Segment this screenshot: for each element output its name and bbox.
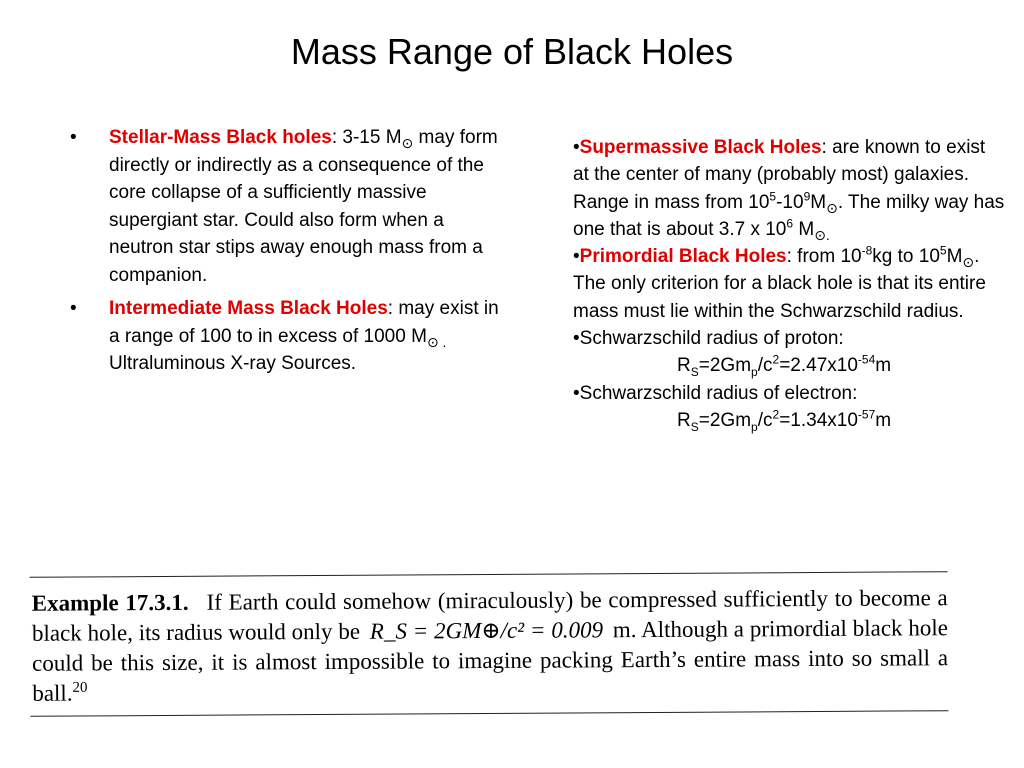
- example-formula: R_S = 2GM⊕/c² = 0.009: [369, 617, 604, 644]
- intermediate-mass-text-1: : may exist in a range of 100 to in excess of 1000 M: [109, 298, 499, 347]
- stellar-mass-text-2: may form directly or indirectly as a consequence of the core collapse of a sufficiently massive supergiant star. Could also form when a neutron star stips away enough mass from a companion.: [109, 127, 498, 286]
- stellar-mass-item: [60, 124, 505, 289]
- example-box: [30, 567, 949, 723]
- bullet-icon: •: [70, 298, 77, 319]
- solar-mass-icon: ⊙ .: [426, 333, 447, 350]
- supermassive-text-1: : are known to exist at the center of many (probably most) galaxies. Range in mass from 10: [573, 137, 986, 213]
- bullet-icon: •: [573, 137, 580, 158]
- subscript: S: [690, 365, 699, 380]
- footnote-marker: 20: [72, 679, 88, 696]
- exponent: 6: [786, 216, 794, 231]
- subscript: p: [751, 365, 758, 380]
- supermassive-text-5: M: [793, 218, 815, 240]
- bullet-icon: •: [573, 246, 580, 268]
- primordial-paragraph: [573, 243, 1005, 325]
- proton-equation: [573, 352, 1005, 379]
- exponent: 9: [803, 189, 811, 204]
- subscript: p: [751, 419, 758, 434]
- equation-part: /c: [757, 355, 773, 377]
- stellar-mass-heading: Stellar-Mass Black holes: [109, 127, 332, 148]
- top-rule: [30, 571, 948, 578]
- intermediate-mass-text-2: Ultraluminous X-ray Sources.: [109, 353, 357, 374]
- exponent: 2: [772, 353, 780, 368]
- primordial-heading: Primordial Black Holes: [579, 246, 787, 268]
- radius-symbol: R: [677, 355, 691, 377]
- solar-mass-icon: ⊙.: [814, 226, 830, 243]
- solar-mass-icon: ⊙: [401, 134, 414, 151]
- supermassive-paragraph: [573, 134, 1005, 243]
- exponent: 2: [772, 407, 780, 422]
- radius-symbol: R: [677, 409, 691, 431]
- primordial-text-1: : from 10: [786, 246, 862, 268]
- subscript: S: [690, 419, 699, 434]
- primordial-text-3: M: [946, 246, 963, 268]
- equation-part: =2Gm: [698, 355, 752, 377]
- proton-label: •Schwarzschild radius of proton:: [573, 328, 844, 350]
- exponent: -54: [857, 353, 876, 368]
- intermediate-mass-item: [60, 295, 505, 378]
- exponent: -57: [857, 407, 876, 422]
- exponent: -8: [861, 243, 873, 258]
- stellar-mass-text-1: : 3-15 M: [331, 127, 402, 148]
- bottom-rule: [30, 710, 948, 717]
- example-text-2: m. Although a primordial black hole could be this size, it is almost impossible to imagine packing Earth’s entire mass into so small a ball.: [32, 615, 949, 706]
- bullet-icon: •: [70, 127, 77, 148]
- left-column: [60, 124, 505, 384]
- supermassive-text-3: M: [810, 191, 827, 213]
- solar-mass-icon: ⊙: [962, 253, 975, 270]
- equation-part: =2Gm: [698, 409, 752, 431]
- right-column: [573, 134, 1005, 434]
- example-text: [32, 583, 949, 709]
- slide-title: Mass Range of Black Holes: [290, 31, 734, 72]
- example-text-1: If Earth could somehow (miraculously) be compressed sufficiently to become a black hole, its radius would only be: [31, 585, 948, 646]
- electron-label: •Schwarzschild radius of electron:: [573, 382, 858, 404]
- exponent: 5: [939, 243, 947, 258]
- supermassive-text-4: . The milky way has one that is about 3.7 x 10: [573, 191, 1005, 240]
- unit: m: [875, 409, 892, 431]
- electron-equation: [573, 407, 1005, 434]
- supermassive-text-2: -10: [776, 191, 804, 213]
- equation-part: /c: [757, 409, 773, 431]
- unit: m: [875, 355, 892, 377]
- intermediate-mass-heading: Intermediate Mass Black Holes: [109, 298, 388, 319]
- example-label: Example 17.3.1.: [31, 589, 189, 616]
- solar-mass-icon: ⊙: [826, 199, 838, 216]
- equation-part: =1.34x10: [779, 409, 858, 431]
- primordial-text-2: kg to 10: [872, 246, 940, 268]
- supermassive-heading: Supermassive Black Holes: [579, 137, 822, 158]
- primordial-text-4: . The only criterion for a black hole is that its entire mass must lie within the Schwarzschild radius.: [573, 246, 986, 322]
- exponent: 5: [769, 189, 777, 204]
- equation-part: =2.47x10: [779, 355, 858, 377]
